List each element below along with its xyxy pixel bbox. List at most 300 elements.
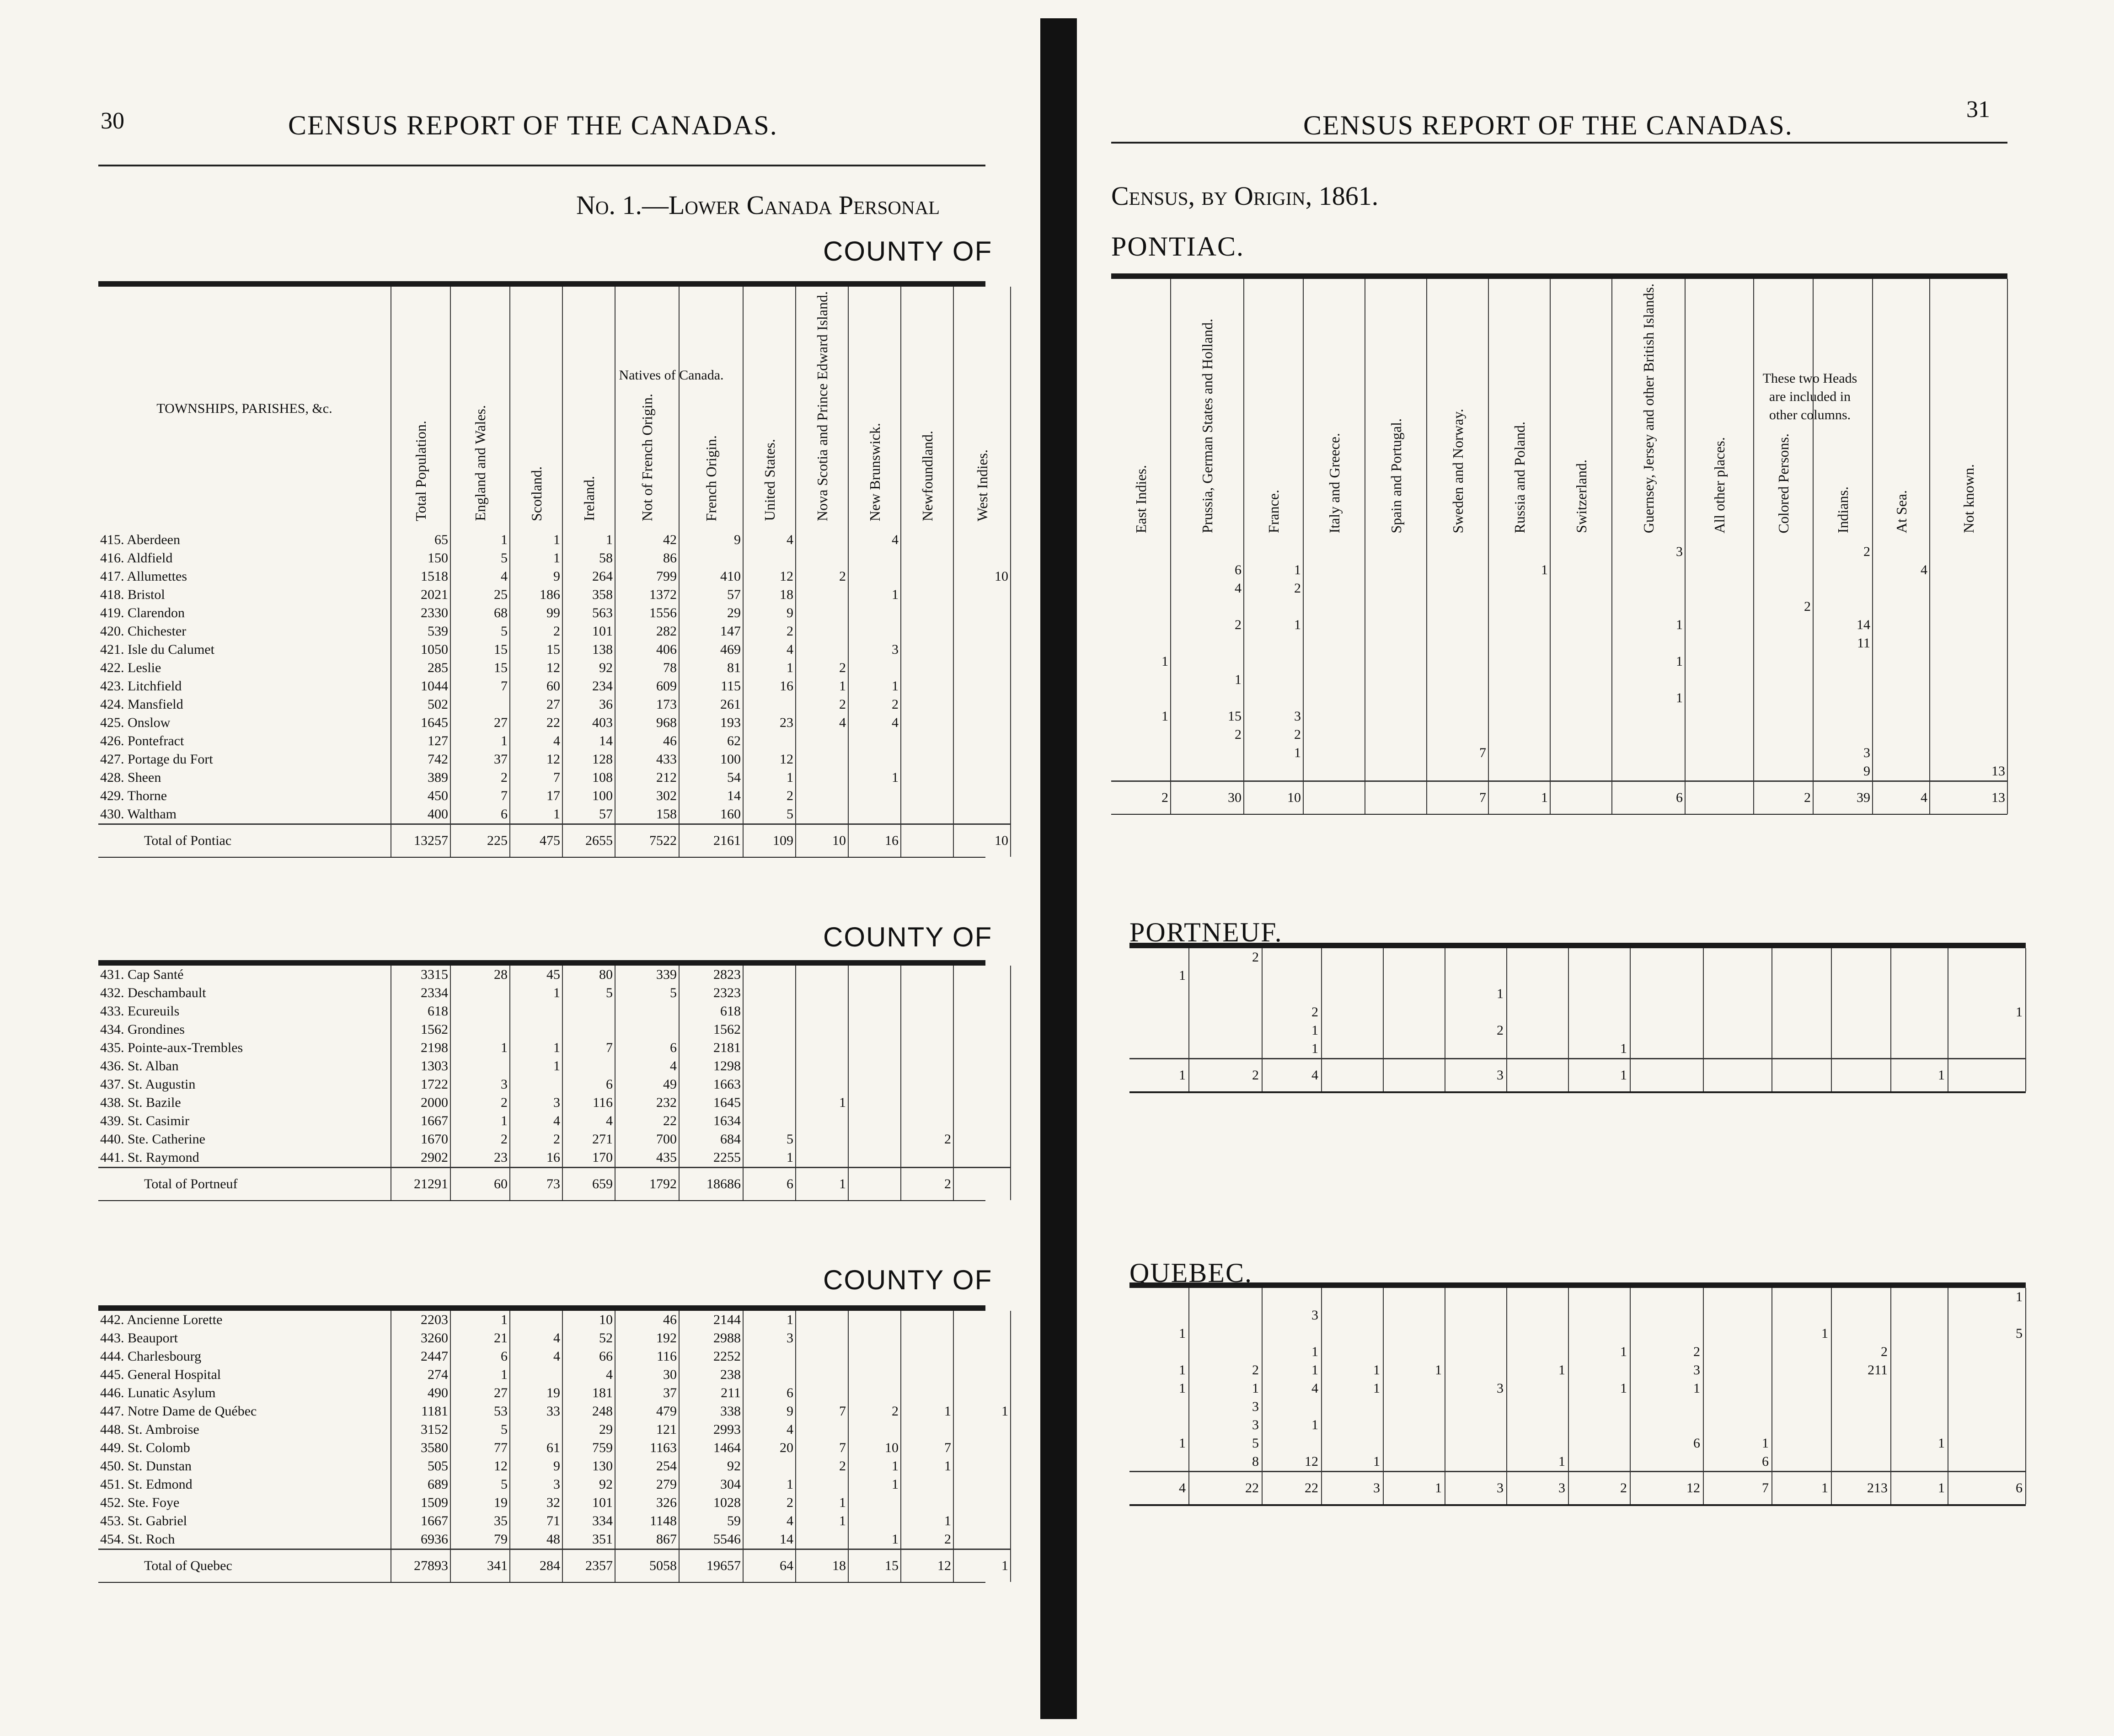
column-header xyxy=(1488,279,1550,543)
column-header xyxy=(1171,279,1244,543)
cell: 563 xyxy=(562,604,615,622)
total-cell xyxy=(1630,1059,1703,1092)
cell: 1 xyxy=(1129,1379,1189,1398)
row-name: 432. Deschambault xyxy=(98,984,391,1002)
cell: 1163 xyxy=(615,1439,679,1457)
cell xyxy=(901,714,953,732)
cell xyxy=(1189,1325,1262,1343)
cell xyxy=(1550,671,1612,689)
cell xyxy=(1891,1361,1948,1379)
cell xyxy=(1550,762,1612,780)
column-label: Not known. xyxy=(1960,464,1977,534)
cell: 1670 xyxy=(391,1130,450,1148)
page-number: 30 xyxy=(101,108,124,134)
cell xyxy=(1507,1343,1568,1361)
table-row xyxy=(98,1329,1011,1347)
cell: 211 xyxy=(679,1384,743,1402)
cell xyxy=(901,805,953,824)
cell xyxy=(796,1075,848,1094)
cell xyxy=(1703,1361,1772,1379)
cell xyxy=(1630,1288,1703,1306)
cell xyxy=(1948,1453,2026,1472)
cell: 48 xyxy=(510,1530,562,1549)
cell: 2181 xyxy=(679,1039,743,1057)
cell: 158 xyxy=(615,805,679,824)
cell: 1 xyxy=(1322,1453,1383,1472)
cell: 9 xyxy=(679,531,743,549)
table-row xyxy=(98,549,1011,567)
cell xyxy=(1772,1398,1831,1416)
total-cell xyxy=(1772,1059,1831,1092)
total-cell: 341 xyxy=(450,1549,510,1582)
cell xyxy=(1322,967,1383,985)
cell xyxy=(1772,1434,1831,1453)
cell xyxy=(1685,671,1754,689)
cell: 66 xyxy=(562,1347,615,1366)
table-row xyxy=(98,1366,1011,1384)
cell xyxy=(1365,561,1427,579)
cell xyxy=(1568,1003,1630,1021)
cell: 1464 xyxy=(679,1439,743,1457)
total-cell: 659 xyxy=(562,1168,615,1201)
cell: 3260 xyxy=(391,1329,450,1347)
county-heading: COUNTY OF xyxy=(823,236,993,267)
cell: 54 xyxy=(679,769,743,787)
cell: 12 xyxy=(743,750,796,769)
cell xyxy=(953,1366,1011,1384)
table-row xyxy=(98,1112,1011,1130)
cell xyxy=(1873,579,1930,598)
cell xyxy=(1507,985,1568,1003)
cell xyxy=(1445,1361,1507,1379)
cell: 1 xyxy=(901,1457,953,1475)
cell xyxy=(901,604,953,622)
cell: 3 xyxy=(848,641,901,659)
cell: 867 xyxy=(615,1530,679,1549)
cell xyxy=(1930,634,2007,652)
cell xyxy=(1322,1434,1383,1453)
cell: 100 xyxy=(679,750,743,769)
cell xyxy=(848,966,901,984)
cell: 1 xyxy=(743,659,796,677)
cell xyxy=(450,1002,510,1020)
cell xyxy=(1948,948,2026,967)
cell xyxy=(1189,1040,1262,1059)
cell: 2 xyxy=(1244,726,1303,744)
cell xyxy=(848,1384,901,1402)
cell xyxy=(1244,762,1303,780)
stats-table-pontiac xyxy=(98,281,1008,858)
cell xyxy=(1948,967,2026,985)
cell xyxy=(901,1075,953,1094)
column-header xyxy=(1427,279,1488,543)
cell xyxy=(1322,985,1383,1003)
cell xyxy=(1365,707,1427,726)
total-cell: 1792 xyxy=(615,1168,679,1201)
cell xyxy=(1111,634,1171,652)
cell: 1 xyxy=(450,1311,510,1329)
cell: 1 xyxy=(1948,1003,2026,1021)
row-name: 429. Thorne xyxy=(98,787,391,805)
cell xyxy=(796,1366,848,1384)
cell: 2823 xyxy=(679,966,743,984)
cell xyxy=(1873,634,1930,652)
cell xyxy=(743,1094,796,1112)
column-label: England and Wales. xyxy=(472,405,488,521)
total-cell: 1 xyxy=(796,1168,848,1201)
cell xyxy=(1111,744,1171,762)
cell xyxy=(1930,744,2007,762)
cell xyxy=(796,732,848,750)
cell: 36 xyxy=(562,695,615,714)
cell: 2 xyxy=(796,695,848,714)
row-name: 426. Pontefract xyxy=(98,732,391,750)
total-cell: 2357 xyxy=(562,1549,615,1582)
table-row xyxy=(98,1439,1011,1457)
cell xyxy=(1948,1021,2026,1040)
cell: 1050 xyxy=(391,641,450,659)
total-row xyxy=(98,1549,1011,1582)
cell xyxy=(848,1075,901,1094)
cell xyxy=(953,769,1011,787)
cell: 5 xyxy=(1189,1434,1262,1453)
column-label: Not of French Origin. xyxy=(639,393,655,521)
cell xyxy=(1685,707,1754,726)
cell: 10 xyxy=(562,1311,615,1329)
column-header xyxy=(510,287,562,531)
cell: 128 xyxy=(562,750,615,769)
cell: 14 xyxy=(743,1530,796,1549)
cell xyxy=(796,1020,848,1039)
cell xyxy=(1488,726,1550,744)
cell xyxy=(1873,616,1930,634)
cell xyxy=(1568,1325,1630,1343)
table-row xyxy=(1111,616,2007,634)
cell xyxy=(953,1311,1011,1329)
table-row xyxy=(98,1530,1011,1549)
cell: 14 xyxy=(1813,616,1873,634)
cell: 261 xyxy=(679,695,743,714)
cell xyxy=(1303,762,1365,780)
cell xyxy=(1772,1306,1831,1325)
cell: 2 xyxy=(510,622,562,641)
cell xyxy=(1303,579,1365,598)
running-head: CENSUS REPORT OF THE CANADAS. xyxy=(288,110,778,140)
cell xyxy=(1322,1003,1383,1021)
column-header xyxy=(848,287,901,531)
cell: 15 xyxy=(450,659,510,677)
cell xyxy=(848,1311,901,1329)
cell: 6936 xyxy=(391,1530,450,1549)
row-name: 438. St. Bazile xyxy=(98,1094,391,1112)
cell xyxy=(1891,948,1948,967)
cell: 16 xyxy=(510,1148,562,1168)
cell: 7 xyxy=(796,1439,848,1457)
origin-table-pontiac xyxy=(1111,273,2007,815)
cell: 2 xyxy=(848,695,901,714)
cell: 3 xyxy=(1445,1379,1507,1398)
cell: 1 xyxy=(1612,689,1685,707)
cell: 410 xyxy=(679,567,743,586)
cell xyxy=(796,1148,848,1168)
cell: 6 xyxy=(562,1075,615,1094)
cell: 6 xyxy=(743,1384,796,1402)
total-label: Total of Portneuf xyxy=(98,1168,391,1201)
cell xyxy=(1383,948,1445,967)
cell xyxy=(1873,762,1930,780)
cell xyxy=(1630,985,1703,1003)
cell xyxy=(1322,1416,1383,1434)
cell xyxy=(1507,1021,1568,1040)
cell xyxy=(1303,543,1365,561)
cell xyxy=(1445,1453,1507,1472)
cell xyxy=(1129,1343,1189,1361)
row-name: 448. St. Ambroise xyxy=(98,1421,391,1439)
stats-table-portneuf xyxy=(98,960,985,1201)
cell xyxy=(796,1311,848,1329)
total-cell: 16 xyxy=(848,824,901,857)
cell xyxy=(796,750,848,769)
table-row xyxy=(98,1039,1011,1057)
cell: 2 xyxy=(796,567,848,586)
cell: 700 xyxy=(615,1130,679,1148)
cell xyxy=(1189,1003,1262,1021)
total-cell: 7 xyxy=(1703,1472,1772,1505)
total-cell: 284 xyxy=(510,1549,562,1582)
cell xyxy=(743,732,796,750)
cell xyxy=(743,984,796,1002)
cell xyxy=(901,549,953,567)
cell xyxy=(1891,1040,1948,1059)
cell: 2 xyxy=(796,1457,848,1475)
cell xyxy=(953,1057,1011,1075)
cell: 1 xyxy=(450,1039,510,1057)
cell: 1 xyxy=(1262,1416,1322,1434)
cell xyxy=(1891,1288,1948,1306)
cell xyxy=(1772,1416,1831,1434)
cell: 7 xyxy=(1427,744,1488,762)
cell xyxy=(901,750,953,769)
row-name: 444. Charlesbourg xyxy=(98,1347,391,1366)
cell: 29 xyxy=(679,604,743,622)
cell: 14 xyxy=(562,732,615,750)
cell xyxy=(1427,652,1488,671)
cell: 279 xyxy=(615,1475,679,1494)
cell xyxy=(1171,543,1244,561)
cell xyxy=(1754,671,1813,689)
cell: 302 xyxy=(615,787,679,805)
cell xyxy=(1445,1343,1507,1361)
table-row xyxy=(98,659,1011,677)
cell xyxy=(1322,1398,1383,1416)
cell: 2 xyxy=(1445,1021,1507,1040)
cell xyxy=(615,1002,679,1020)
cell xyxy=(1383,1398,1445,1416)
cell xyxy=(1488,671,1550,689)
cell: 1 xyxy=(1507,1361,1568,1379)
cell xyxy=(1129,1003,1189,1021)
cell xyxy=(1488,707,1550,726)
cell: 1 xyxy=(901,1512,953,1530)
cell xyxy=(1445,1306,1507,1325)
cell xyxy=(1891,1416,1948,1434)
cell xyxy=(848,549,901,567)
cell xyxy=(848,1130,901,1148)
county-heading: COUNTY OF xyxy=(823,922,993,952)
cell xyxy=(1427,616,1488,634)
column-label: West Indies. xyxy=(974,449,990,521)
total-cell: 225 xyxy=(450,824,510,857)
total-cell: 3 xyxy=(1507,1472,1568,1505)
cell xyxy=(1303,689,1365,707)
total-cell: 6 xyxy=(1948,1472,2026,1505)
cell: 539 xyxy=(391,622,450,641)
cell xyxy=(953,787,1011,805)
table-row xyxy=(1111,543,2007,561)
cell xyxy=(1685,579,1754,598)
cell: 57 xyxy=(562,805,615,824)
cell xyxy=(1873,652,1930,671)
cell xyxy=(901,732,953,750)
cell xyxy=(1550,652,1612,671)
cell: 3 xyxy=(1189,1416,1262,1434)
cell xyxy=(1303,744,1365,762)
cell xyxy=(1488,579,1550,598)
cell: 1 xyxy=(848,1530,901,1549)
table-row xyxy=(1111,579,2007,598)
cell xyxy=(1445,1325,1507,1343)
cell xyxy=(796,1347,848,1366)
cell xyxy=(1612,634,1685,652)
cell xyxy=(901,1494,953,1512)
cell xyxy=(1703,1343,1772,1361)
cell: 80 xyxy=(562,966,615,984)
cell xyxy=(1930,671,2007,689)
cell xyxy=(1550,634,1612,652)
cell: 13 xyxy=(1930,762,2007,780)
cell xyxy=(1930,652,2007,671)
cell xyxy=(1365,616,1427,634)
cell: 92 xyxy=(562,659,615,677)
cell: 1562 xyxy=(679,1020,743,1039)
cell xyxy=(1445,1040,1507,1059)
cell xyxy=(953,984,1011,1002)
cell xyxy=(953,549,1011,567)
cell: 2902 xyxy=(391,1148,450,1168)
cell: 1 xyxy=(796,677,848,695)
table-row xyxy=(98,1057,1011,1075)
column-header xyxy=(391,287,450,531)
cell xyxy=(1568,1416,1630,1434)
cell: 5546 xyxy=(679,1530,743,1549)
row-name: 440. Ste. Catherine xyxy=(98,1130,391,1148)
cell: 271 xyxy=(562,1130,615,1148)
cell xyxy=(1831,1003,1891,1021)
cell xyxy=(1189,1343,1262,1361)
cell xyxy=(1754,707,1813,726)
total-cell xyxy=(1948,1059,2026,1092)
cell: 5 xyxy=(1948,1325,2026,1343)
cell: 92 xyxy=(562,1475,615,1494)
table-row xyxy=(98,1494,1011,1512)
cell xyxy=(848,567,901,586)
cell xyxy=(1427,561,1488,579)
cell: 5 xyxy=(562,984,615,1002)
cell xyxy=(1930,579,2007,598)
cell: 6 xyxy=(1703,1453,1772,1472)
cell: 5 xyxy=(615,984,679,1002)
cell xyxy=(1772,1021,1831,1040)
cell xyxy=(1754,726,1813,744)
cell: 4 xyxy=(1873,561,1930,579)
cell: 3 xyxy=(1244,707,1303,726)
total-label: Total of Quebec xyxy=(98,1549,391,1582)
cell xyxy=(450,695,510,714)
cell: 2 xyxy=(450,1130,510,1148)
cell: 1 xyxy=(1129,1361,1189,1379)
table-row xyxy=(1129,985,2026,1003)
cell: 101 xyxy=(562,622,615,641)
cell xyxy=(1930,689,2007,707)
column-header xyxy=(953,287,1011,531)
cell: 3315 xyxy=(391,966,450,984)
row-name: 415. Aberdeen xyxy=(98,531,391,549)
cell xyxy=(1873,707,1930,726)
cell xyxy=(1685,652,1754,671)
cell xyxy=(1891,1343,1948,1361)
table-row xyxy=(1129,1379,2026,1398)
cell: 1 xyxy=(743,1475,796,1494)
cell: 2334 xyxy=(391,984,450,1002)
column-label: Colored Persons. xyxy=(1775,433,1792,534)
cell xyxy=(953,641,1011,659)
cell xyxy=(1427,689,1488,707)
cell xyxy=(953,750,1011,769)
cell: 1 xyxy=(450,1366,510,1384)
cell xyxy=(1630,1453,1703,1472)
cell: 8 xyxy=(1189,1453,1262,1472)
cell xyxy=(848,732,901,750)
cell xyxy=(901,1384,953,1402)
cell xyxy=(953,1512,1011,1530)
cell: 45 xyxy=(510,966,562,984)
cell: 609 xyxy=(615,677,679,695)
cell xyxy=(1930,707,2007,726)
cell: 160 xyxy=(679,805,743,824)
cell xyxy=(743,1347,796,1366)
cell: 27 xyxy=(510,695,562,714)
cell xyxy=(1488,634,1550,652)
row-name: 437. St. Augustin xyxy=(98,1075,391,1094)
cell xyxy=(562,1020,615,1039)
cell: 406 xyxy=(615,641,679,659)
cell xyxy=(1488,652,1550,671)
cell xyxy=(1445,948,1507,967)
cell xyxy=(901,1475,953,1494)
county-heading: PONTIAC. xyxy=(1111,231,1245,262)
cell: 12 xyxy=(450,1457,510,1475)
table-row xyxy=(1129,1343,2026,1361)
cell: 339 xyxy=(615,966,679,984)
total-cell: 22 xyxy=(1262,1472,1322,1505)
cell xyxy=(1831,967,1891,985)
cell xyxy=(450,1020,510,1039)
cell xyxy=(1612,707,1685,726)
cell xyxy=(1891,1003,1948,1021)
cell: 9 xyxy=(743,604,796,622)
total-cell xyxy=(1383,1059,1445,1092)
cell xyxy=(1129,948,1189,967)
